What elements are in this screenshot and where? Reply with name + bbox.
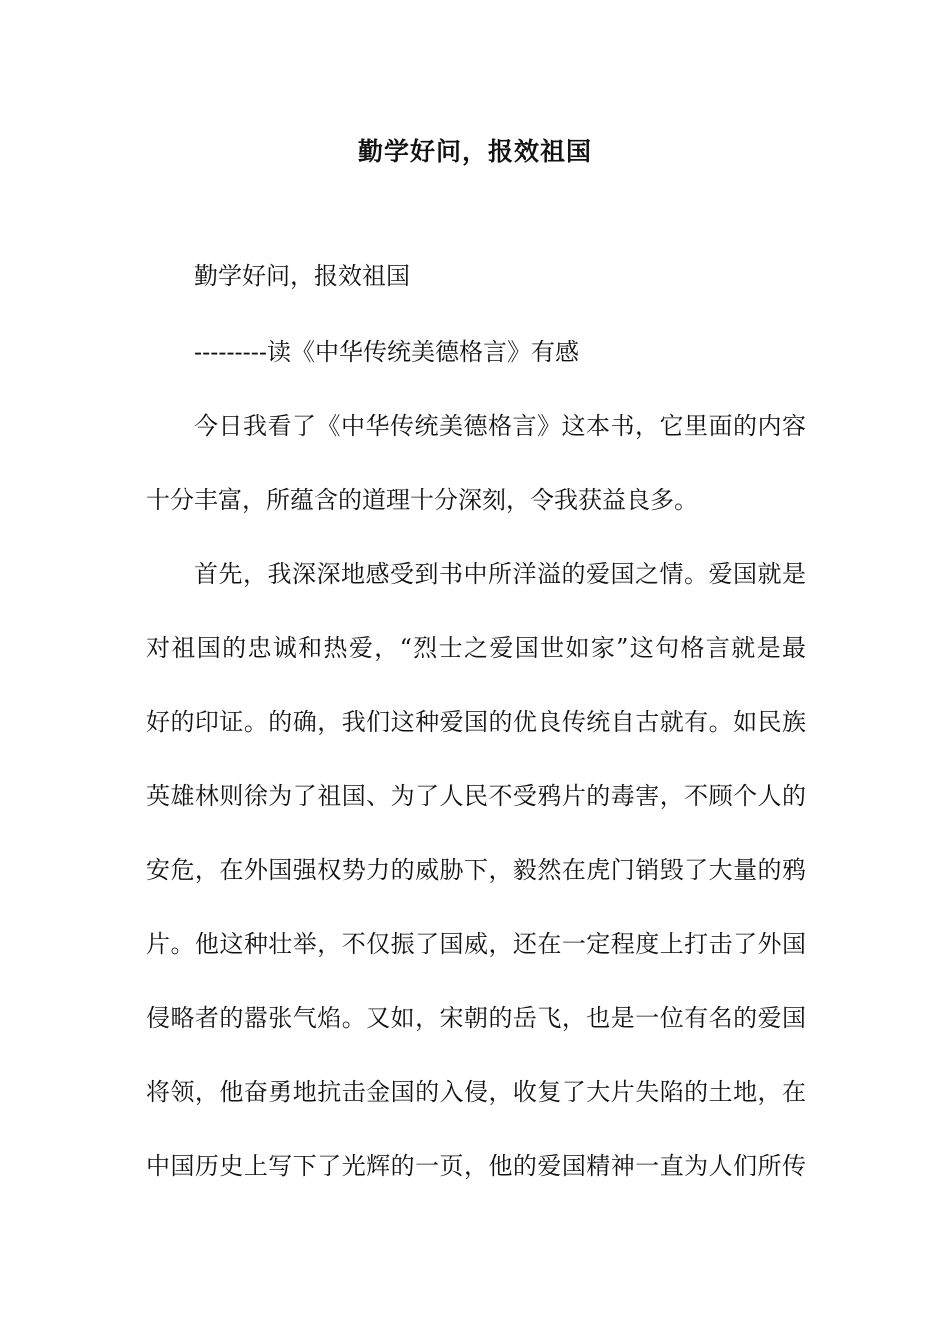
paragraph-2-line-3: 好的印证。的确，我们这种爱国的优良传统自古就有。如民族 [146, 708, 806, 736]
paragraph-2-line-2: 对祖国的忠诚和热爱，“烈士之爱国世如家”这句格言就是最 [146, 634, 806, 662]
subtitle-source-line: ---------读《中华传统美德格言》有感 [194, 338, 579, 366]
paragraph-2-line-5: 安危，在外国强权势力的威胁下，毅然在虎门销毁了大量的鸦 [146, 856, 806, 884]
paragraph-2-line-8: 将领，他奋勇地抗击金国的入侵，收复了大片失陷的土地，在 [146, 1078, 806, 1106]
paragraph-2-line-7: 侵略者的嚣张气焰。又如，宋朝的岳飞，也是一位有名的爱国 [146, 1004, 806, 1032]
document-title: 勤学好问，报效祖国 [357, 137, 592, 166]
paragraph-2-line-4: 英雄林则徐为了祖国、为了人民不受鸦片的毒害，不顾个人的 [146, 782, 806, 810]
paragraph-1-line-2: 十分丰富，所蕴含的道理十分深刻，令我获益良多。 [146, 486, 698, 514]
paragraph-2-line-9: 中国历史上写下了光辉的一页，他的爱国精神一直为人们所传 [146, 1152, 806, 1180]
paragraph-2-line-1: 首先，我深深地感受到书中所洋溢的爱国之情。爱国就是 [194, 560, 806, 588]
paragraph-2-line-6: 片。他这种壮举，不仅振了国威，还在一定程度上打击了外国 [146, 930, 806, 958]
subtitle-line: 勤学好问，报效祖国 [194, 262, 410, 290]
paragraph-1-line-1: 今日我看了《中华传统美德格言》这本书，它里面的内容 [194, 412, 806, 440]
